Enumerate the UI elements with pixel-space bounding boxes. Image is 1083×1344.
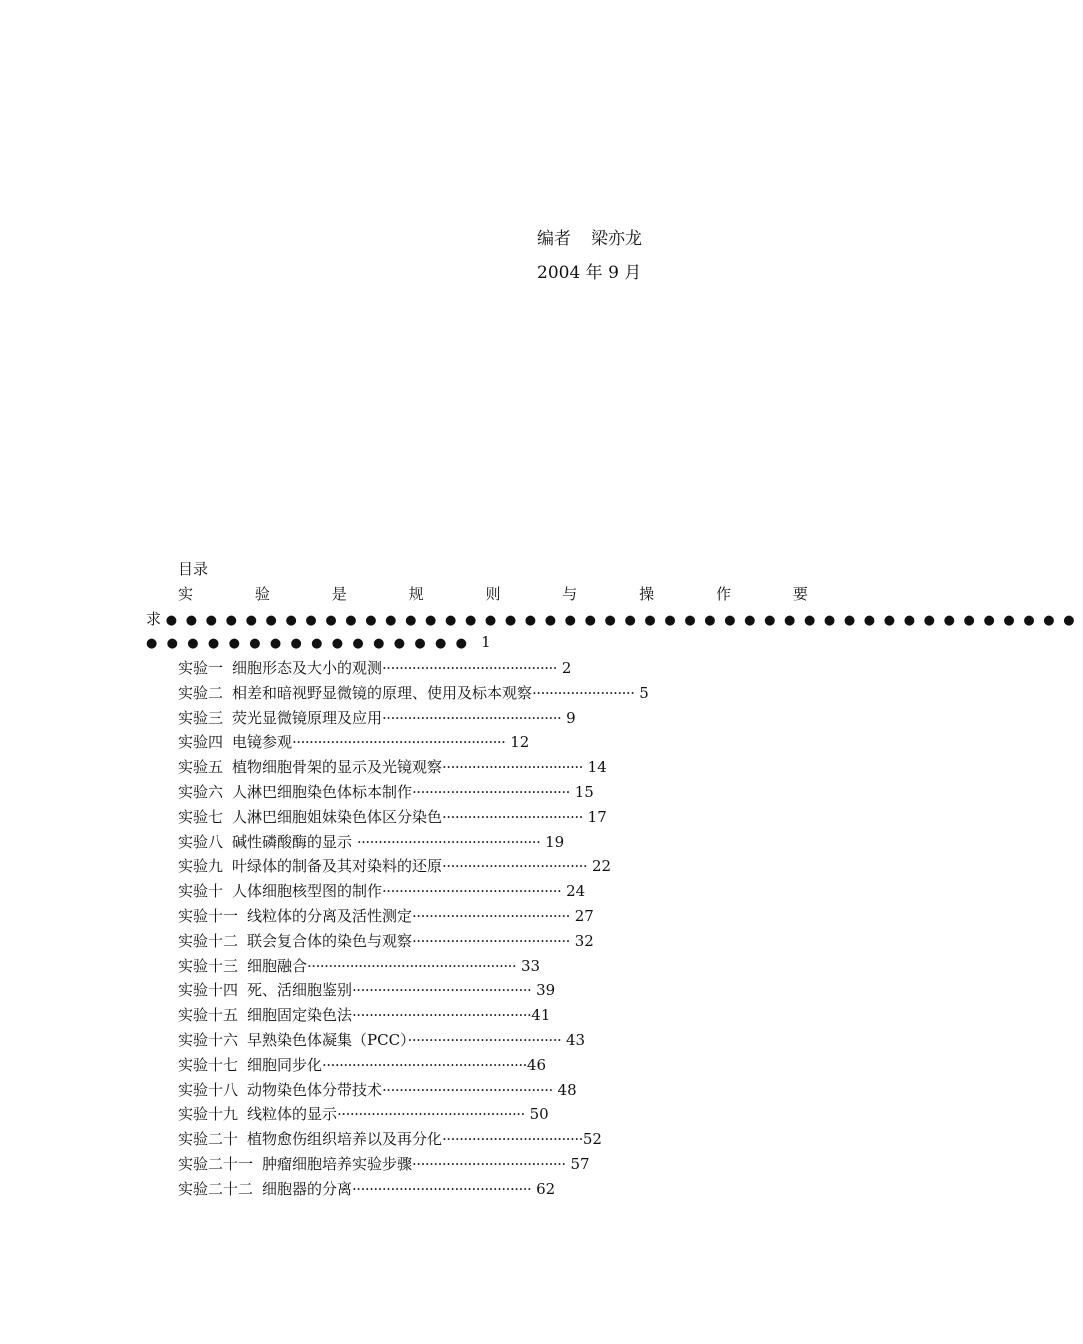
toc-entry[interactable] — [178, 954, 649, 979]
entry-title: 线粒体的分离及活性测定 — [247, 906, 413, 925]
leader-dots: ················································ — [322, 1055, 527, 1074]
toc-entry[interactable] — [178, 1078, 649, 1103]
entry-page: 33 — [520, 956, 541, 975]
entry-page: 48 — [557, 1080, 577, 1099]
entry-title: 细胞固定染色法 — [247, 1006, 353, 1025]
entry-number: 实验二 — [178, 683, 224, 702]
entry-number: 实验十二 — [178, 931, 239, 950]
leader-dots: ···································· — [412, 1154, 566, 1173]
publish-date: 2004 年 9 月 — [537, 263, 642, 283]
leader-dots: ································· — [442, 1130, 583, 1149]
entry-title: 细胞融合 — [247, 956, 308, 975]
entry-title: 人淋巴细胞染色体标本制作 — [232, 782, 413, 801]
leader-dots: ········································· — [382, 659, 558, 677]
toc-entry[interactable] — [178, 854, 649, 879]
entry-number: 实验十三 — [178, 956, 239, 975]
toc-first-char: 验 — [254, 585, 270, 603]
leader-dots: ····································· — [412, 931, 570, 950]
entry-page: 22 — [591, 857, 612, 876]
entry-page: 15 — [574, 782, 594, 801]
leader-dots: ·················································· — [292, 733, 506, 752]
toc-first-entry-wrap2 — [146, 633, 491, 651]
entry-page: 57 — [570, 1154, 590, 1173]
entry-number: 实验十一 — [178, 906, 239, 925]
author-name: 梁亦龙 — [591, 229, 642, 249]
toc-first-page: 1 — [481, 633, 491, 651]
entry-number: 实验二十二 — [178, 1179, 254, 1198]
toc-entry[interactable] — [178, 1028, 649, 1053]
leader-dots: ●●●●●●●●●●●●●●●●●●●●●●●●●●●●●●●●●●●●●●●●●●●●●● — [165, 613, 1083, 628]
entry-title: 碱性磷酸酶的显示 — [232, 832, 353, 851]
toc-entry[interactable] — [178, 780, 649, 805]
toc-first-entry — [178, 583, 808, 604]
entry-number: 实验四 — [178, 733, 224, 752]
entry-page: 5 — [639, 683, 649, 702]
leader-dots: ············································ — [337, 1105, 525, 1124]
leader-dots: ····································· — [412, 906, 570, 925]
entry-title: 细胞同步化 — [247, 1055, 323, 1074]
entry-title: 细胞形态及大小的观测 — [232, 659, 383, 677]
toc-entry[interactable] — [178, 656, 649, 681]
entry-title: 细胞器的分离 — [262, 1179, 353, 1198]
entry-title: 植物细胞骨架的显示及光镜观察 — [232, 758, 443, 777]
entry-title: 肿瘤细胞培养实验步骤 — [262, 1154, 413, 1173]
entry-title: 人淋巴细胞姐妹染色体区分染色 — [232, 807, 443, 826]
entry-page: 62 — [536, 1179, 556, 1198]
toc-entries — [178, 656, 649, 1202]
toc-first-char: 作 — [716, 585, 732, 603]
entry-title: 荧光显微镜原理及应用 — [232, 708, 383, 727]
entry-number: 实验二十一 — [178, 1154, 254, 1173]
toc-entry[interactable] — [178, 1102, 649, 1127]
leader-dots: ················································· — [307, 956, 517, 975]
toc-entry[interactable] — [178, 1003, 649, 1028]
leader-dots: ·································· — [442, 857, 588, 876]
author-label: 编者 — [537, 229, 571, 249]
toc-entry[interactable] — [178, 904, 649, 929]
toc-first-char: 是 — [331, 585, 347, 603]
toc-first-char: 规 — [408, 585, 424, 603]
entry-number: 实验二十 — [178, 1130, 239, 1149]
toc-entry[interactable] — [178, 730, 649, 755]
toc-entry[interactable] — [178, 681, 649, 706]
entry-number: 实验十九 — [178, 1105, 239, 1124]
entry-page: 41 — [531, 1006, 551, 1025]
entry-page: 12 — [510, 733, 530, 752]
toc-entry[interactable] — [178, 706, 649, 731]
toc-entry[interactable] — [178, 1177, 649, 1202]
entry-number: 实验六 — [178, 782, 224, 801]
entry-page: 46 — [526, 1055, 546, 1074]
toc-first-char: 要 — [792, 585, 808, 603]
leader-dots: ·········································· — [352, 1179, 532, 1198]
entry-number: 实验一 — [178, 659, 224, 677]
leader-dots: ····································· — [412, 782, 570, 801]
entry-title: 叶绿体的制备及其对染料的还原 — [232, 857, 443, 876]
leader-dots: ·········································· — [352, 1006, 532, 1025]
entry-number: 实验十四 — [178, 981, 239, 1000]
toc-first-char: 实 — [178, 585, 194, 603]
toc-entry[interactable] — [178, 879, 649, 904]
toc-first-char: 则 — [485, 585, 501, 603]
entry-number: 实验九 — [178, 857, 224, 876]
entry-page: 2 — [561, 659, 572, 677]
entry-page: 32 — [574, 931, 594, 950]
leader-dots: ●●●●●●●●●●●●●●●● — [146, 636, 477, 651]
toc-first-entry-wrap — [146, 608, 1083, 629]
entry-number: 实验七 — [178, 807, 224, 826]
entry-number: 实验十五 — [178, 1006, 239, 1025]
entry-title: 早熟染色体凝集（PCC） — [247, 1030, 408, 1049]
toc-entry[interactable] — [178, 755, 649, 780]
entry-title: 线粒体的显示 — [247, 1105, 338, 1124]
leader-dots: ································· — [442, 758, 583, 777]
leader-dots: ·········································· — [382, 882, 562, 901]
entry-page: 24 — [566, 882, 586, 901]
toc-entry[interactable] — [178, 929, 649, 954]
entry-title: 联会复合体的染色与观察 — [247, 931, 413, 950]
toc-entry[interactable] — [178, 1127, 649, 1152]
leader-dots: ········································ — [382, 1080, 553, 1099]
leader-dots: ·········································· — [382, 708, 562, 727]
leader-dots: ································· — [442, 807, 583, 826]
entry-title: 人体细胞核型图的制作 — [232, 882, 383, 901]
toc-entry[interactable] — [178, 978, 649, 1003]
author-block — [537, 222, 642, 290]
toc-entry[interactable] — [178, 830, 649, 855]
entry-page: 52 — [582, 1130, 602, 1149]
entry-title: 动物染色体分带技术 — [247, 1080, 383, 1099]
toc-first-char: 操 — [639, 585, 655, 603]
entry-number: 实验五 — [178, 758, 224, 777]
entry-page: 43 — [566, 1030, 586, 1049]
entry-number: 实验十六 — [178, 1030, 239, 1049]
leader-dots: ··········································· — [356, 832, 541, 851]
entry-page: 39 — [536, 981, 556, 1000]
toc-first-char: 与 — [562, 585, 578, 603]
entry-page: 17 — [587, 807, 607, 826]
toc-first-tail: 求 — [146, 610, 162, 628]
entry-number: 实验十 — [178, 882, 224, 901]
leader-dots: ···································· — [407, 1030, 562, 1049]
toc-entry[interactable] — [178, 1053, 649, 1078]
entry-page: 9 — [566, 708, 576, 727]
entry-page: 14 — [587, 758, 607, 777]
author-line — [537, 222, 642, 256]
entry-page: 27 — [574, 906, 594, 925]
entry-page: 50 — [529, 1105, 549, 1124]
entry-title: 相差和暗视野显微镜的原理、使用及标本观察 — [232, 683, 533, 702]
entry-number: 实验三 — [178, 708, 224, 727]
entry-title: 死、活细胞鉴别 — [247, 981, 353, 1000]
entry-number: 实验十七 — [178, 1055, 239, 1074]
entry-title: 植物愈伤组织培养以及再分化 — [247, 1130, 443, 1149]
toc-title: 目录 — [178, 560, 209, 578]
leader-dots: ·········································· — [352, 981, 532, 1000]
leader-dots: ························ — [532, 683, 635, 702]
entry-page: 19 — [545, 832, 565, 851]
toc-entry[interactable] — [178, 1152, 649, 1177]
entry-title: 电镜参观 — [232, 733, 293, 752]
entry-number: 实验十八 — [178, 1080, 239, 1099]
entry-number: 实验八 — [178, 832, 224, 851]
toc-entry[interactable] — [178, 805, 649, 830]
